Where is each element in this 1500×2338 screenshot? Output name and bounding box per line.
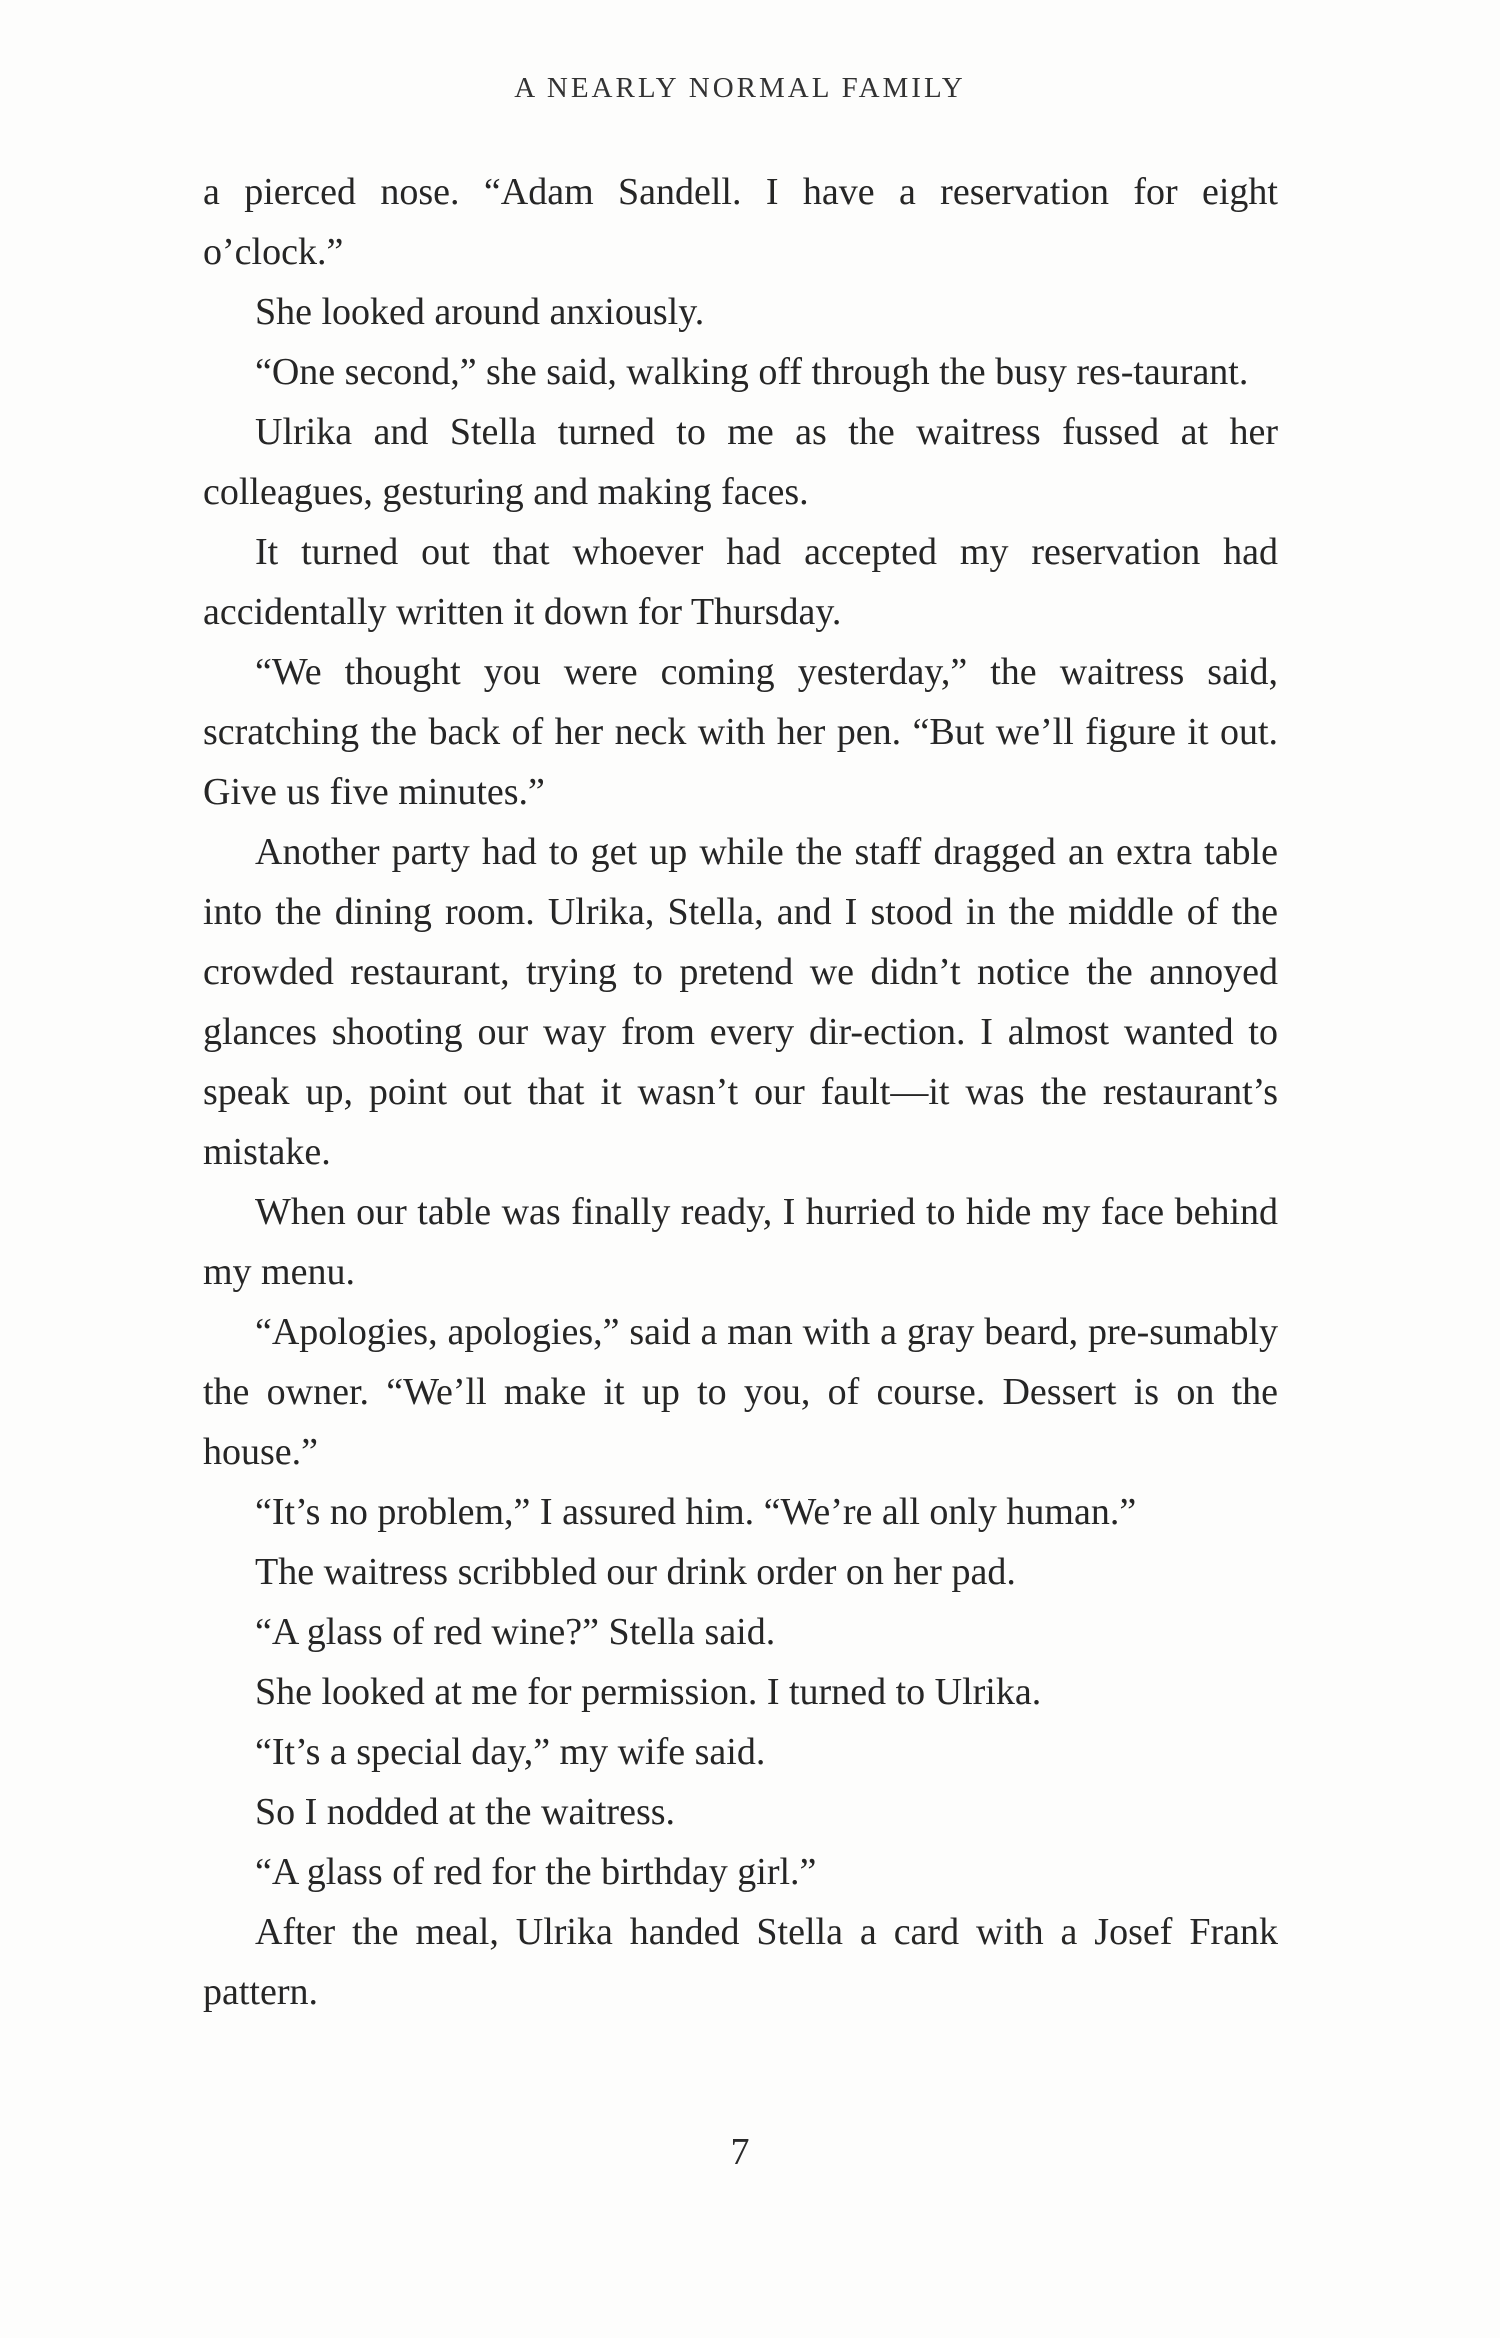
paragraph: After the meal, Ulrika handed Stella a card with a Josef Frank pattern. [203, 1911, 1278, 2013]
paragraph: Ulrika and Stella turned to me as the waitress fussed at her colleagues, gesturing and making faces. [203, 411, 1278, 513]
paragraph: “It’s a special day,” my wife said. [255, 1731, 766, 1773]
page-number: 7 [730, 2131, 750, 2173]
paragraph: So I nodded at the waitress. [255, 1791, 676, 1833]
paragraph: “Apologies, apologies,” said a man with a gray beard, pre-sumably the owner. “We’ll make it up to you, of course. Dessert is on the house.” [203, 1311, 1278, 1473]
paragraph: It turned out that whoever had accepted my reservation had accidentally written it down for Thursday. [203, 531, 1278, 633]
paragraph: Another party had to get up while the staff dragged an extra table into the dining room. Ulrika, Stella, and I stood in the middle of the crowded restaurant, trying to pretend we didn’t notice the annoyed glances shooting our way from every dir-ection. I almost wanted to speak up, point out that it wasn’t our fault—it was the restaurant’s mistake. [203, 831, 1278, 1173]
paragraph: a pierced nose. “Adam Sandell. I have a reservation for eight o’clock.” [203, 171, 1278, 273]
paragraph: She looked around anxiously. [255, 291, 705, 333]
running-head: A NEARLY NORMAL FAMILY [514, 72, 966, 104]
paragraph: “One second,” she said, walking off through the busy res-taurant. [255, 351, 1249, 393]
paragraph: When our table was finally ready, I hurried to hide my face behind my menu. [203, 1191, 1278, 1293]
paragraph: She looked at me for permission. I turned to Ulrika. [255, 1671, 1042, 1713]
paragraph: “A glass of red for the birthday girl.” [255, 1851, 817, 1893]
paragraph: The waitress scribbled our drink order on her pad. [255, 1551, 1016, 1593]
body-text [203, 162, 1278, 2022]
paragraph: “We thought you were coming yesterday,” the waitress said, scratching the back of her neck with her pen. “But we’ll figure it out. Give us five minutes.” [203, 651, 1278, 813]
paragraph: “A glass of red wine?” Stella said. [255, 1611, 776, 1653]
paragraph: “It’s no problem,” I assured him. “We’re all only human.” [255, 1491, 1137, 1533]
